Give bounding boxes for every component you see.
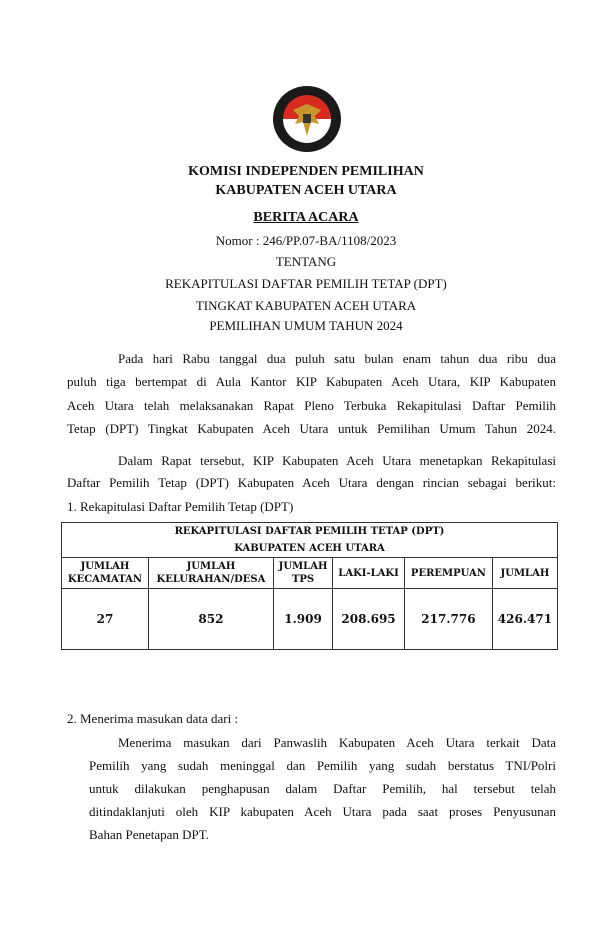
paragraph-line: Menerima masukan dari Panwaslih Kabupaten Aceh Utara terkait Data bbox=[118, 735, 556, 750]
header-laki-laki: LAKI-LAKI bbox=[333, 558, 405, 589]
value-tps: 1.909 bbox=[274, 589, 333, 650]
header-tps: JUMLAH TPS bbox=[274, 558, 333, 589]
paragraph-line: Dalam Rapat tersebut, KIP Kabupaten Aceh Utara menetapkan Rekapitulasi bbox=[118, 453, 556, 468]
paragraph-line: Tetap (DPT) Tingkat Kabupaten Aceh Utara untuk Pemilihan Umum Tahun 2024. bbox=[67, 421, 556, 436]
header-desa: JUMLAH KELURAHAN/DESA bbox=[148, 558, 273, 589]
header-perempuan: PEREMPUAN bbox=[404, 558, 492, 589]
header-kecamatan: JUMLAH KECAMATAN bbox=[62, 558, 149, 589]
value-laki-laki: 208.695 bbox=[333, 589, 405, 650]
paragraph-line: Pemilih yang sudah meninggal dan Pemilih yang sudah berstatus TNI/Polri bbox=[89, 758, 556, 773]
doc-number: Nomor : 246/PP.07-BA/1108/2023 bbox=[215, 233, 397, 248]
paragraph-line: ditindaklanjuti oleh KIP kabupaten Aceh Utara pada saat proses Penyusunan bbox=[89, 804, 556, 819]
kpu-logo bbox=[271, 84, 343, 154]
doc-subject-line: PEMILIHAN UMUM TAHUN 2024 bbox=[209, 318, 403, 333]
value-jumlah: 426.471 bbox=[492, 589, 557, 650]
org-name-line1: KOMISI INDEPENDEN PEMILIHAN bbox=[188, 164, 424, 179]
paragraph-line: Aceh Utara telah melaksanakan Rapat Pleno Terbuka Rekapitulasi Daftar Pemilih bbox=[67, 398, 556, 413]
section-item-1: 1. Rekapitulasi Daftar Pemilih Tetap (DPT) bbox=[67, 499, 294, 514]
value-desa: 852 bbox=[148, 589, 273, 650]
header-jumlah: JUMLAH bbox=[492, 558, 557, 589]
org-name-line2: KABUPATEN ACEH UTARA bbox=[215, 183, 397, 198]
dpt-recap-table bbox=[61, 522, 558, 650]
doc-title: BERITA ACARA bbox=[253, 210, 359, 225]
section-item-2: 2. Menerima masukan data dari : bbox=[67, 711, 239, 726]
doc-subject-line: TINGKAT KABUPATEN ACEH UTARA bbox=[195, 298, 417, 313]
paragraph-line: puluh tiga bertempat di Aula Kantor KIP Kabupaten Aceh Utara, KIP Kabupaten bbox=[67, 374, 556, 389]
table-title-line1: REKAPITULASI DAFTAR PEMILIH TETAP (DPT) bbox=[174, 526, 445, 537]
value-kecamatan: 27 bbox=[62, 589, 149, 650]
table-header-row bbox=[62, 558, 558, 589]
value-perempuan: 217.776 bbox=[404, 589, 492, 650]
table-title-line2: KABUPATEN ACEH UTARA bbox=[234, 543, 385, 554]
table-row bbox=[62, 589, 558, 650]
paragraph-line: Bahan Penetapan DPT. bbox=[89, 827, 209, 842]
doc-subject-line: REKAPITULASI DAFTAR PEMILIH TETAP (DPT) bbox=[165, 276, 447, 291]
paragraph-line: Pada hari Rabu tanggal dua puluh satu bulan enam tahun dua ribu dua bbox=[118, 351, 556, 366]
paragraph-line: untuk dilakukan penghapusan dalam Daftar Pemilih, hal tersebut telah bbox=[89, 781, 556, 796]
doc-about: TENTANG bbox=[275, 254, 337, 269]
table-title bbox=[62, 523, 558, 558]
paragraph-line: Daftar Pemilih Tetap (DPT) Kabupaten Aceh Utara dengan rincian sebagai berikut: bbox=[67, 475, 556, 490]
